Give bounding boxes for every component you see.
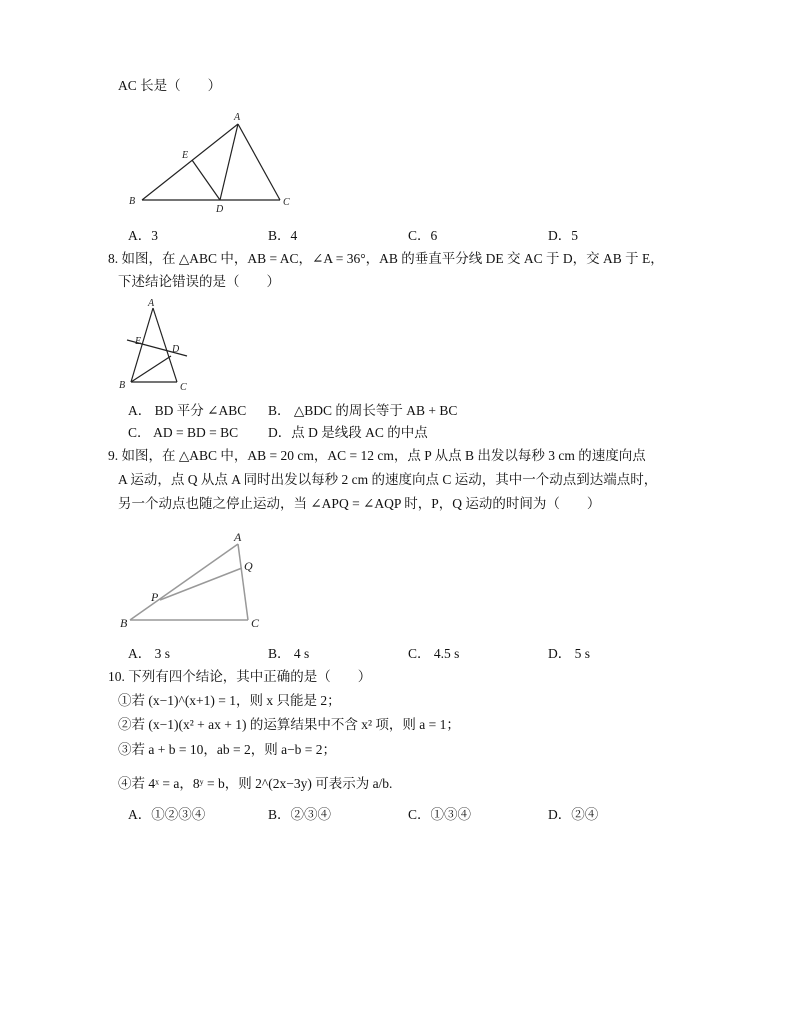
q7-label-d: D — [216, 204, 224, 215]
q8-figure — [115, 298, 195, 394]
q7-label-c: C — [283, 197, 290, 208]
q10-statement-1: ①若 (x−1)^(x+1) = 1，则 x 只能是 2； — [118, 693, 341, 708]
q8-label-e: E — [135, 336, 142, 347]
q10-statement-3: ③若 a + b = 10，ab = 2，则 a−b = 2； — [118, 742, 337, 757]
q10-stem: 10. 下列有四个结论，其中正确的是（ ） — [108, 669, 372, 684]
q7-option-a: A．3 — [128, 228, 158, 243]
q7-option-c: C．6 — [408, 228, 438, 243]
q9-option-a: A． 3 s — [128, 646, 171, 661]
q7-figure — [120, 110, 300, 215]
q9-option-c: C． 4.5 s — [408, 646, 460, 661]
q8-label-c: C — [180, 382, 187, 393]
q9-figure — [118, 528, 268, 633]
q8-label-d: D — [172, 344, 180, 355]
q9-label-c: C — [251, 616, 260, 630]
q10-statement-4: ④若 4ˣ = a，8ʸ = b，则 2^(2x−3y) 可表示为 a/b. — [118, 776, 393, 791]
q10-option-d: D．②④ — [548, 807, 599, 822]
q7-option-b: B．4 — [268, 228, 298, 243]
q9-label-b: B — [120, 616, 128, 630]
q10-option-b: B．②③④ — [268, 807, 332, 822]
q8-stem-line2: 下述结论错误的是（ ） — [118, 274, 280, 289]
q7-option-d: D．5 — [548, 228, 578, 243]
q7-label-e: E — [182, 150, 189, 161]
q8-stem-line1: 8. 如图，在 △ABC 中，AB = AC，∠A = 36°，AB 的垂直平分线 DE 交 AC 于 D，交 AB 于 E， — [108, 251, 664, 266]
q9-label-p: P — [151, 590, 159, 604]
q8-option-a: A． BD 平分 ∠ABC — [128, 403, 247, 418]
q9-stem-line2: A 运动，点 Q 从点 A 同时出发以每秒 2 cm 的速度向点 C 运动，其中一个动点到达端点时， — [118, 472, 658, 487]
q7-label-b: B — [129, 196, 136, 207]
q9-stem-line1: 9. 如图，在 △ABC 中，AB = 20 cm，AC = 12 cm，点 P 从点 B 出发以每秒 3 cm 的速度向点 — [108, 448, 646, 463]
q9-stem-line3: 另一个动点也随之停止运动，当 ∠APQ = ∠AQP 时，P，Q 运动的时间为（ ） — [118, 496, 601, 511]
q8-label-a: A — [148, 298, 155, 309]
q7-label-a: A — [234, 112, 241, 123]
q10-option-a: A．①②③④ — [128, 807, 206, 822]
q8-option-c: C． AD = BD = BC — [128, 425, 239, 440]
q8-option-b: B． △BDC 的周长等于 AB + BC — [268, 403, 458, 418]
q9-option-d: D． 5 s — [548, 646, 591, 661]
q8-option-d: D．点 D 是线段 AC 的中点 — [268, 425, 428, 440]
q9-option-b: B． 4 s — [268, 646, 310, 661]
q9-label-a: A — [234, 530, 242, 544]
q10-option-c: C．①③④ — [408, 807, 472, 822]
q10-statement-2: ②若 (x−1)(x² + ax + 1) 的运算结果中不含 x² 项，则 a = 1； — [118, 717, 460, 732]
q8-label-b: B — [119, 380, 126, 391]
q7-text: AC 长是（ ） — [118, 78, 222, 93]
q9-label-q: Q — [244, 559, 253, 573]
